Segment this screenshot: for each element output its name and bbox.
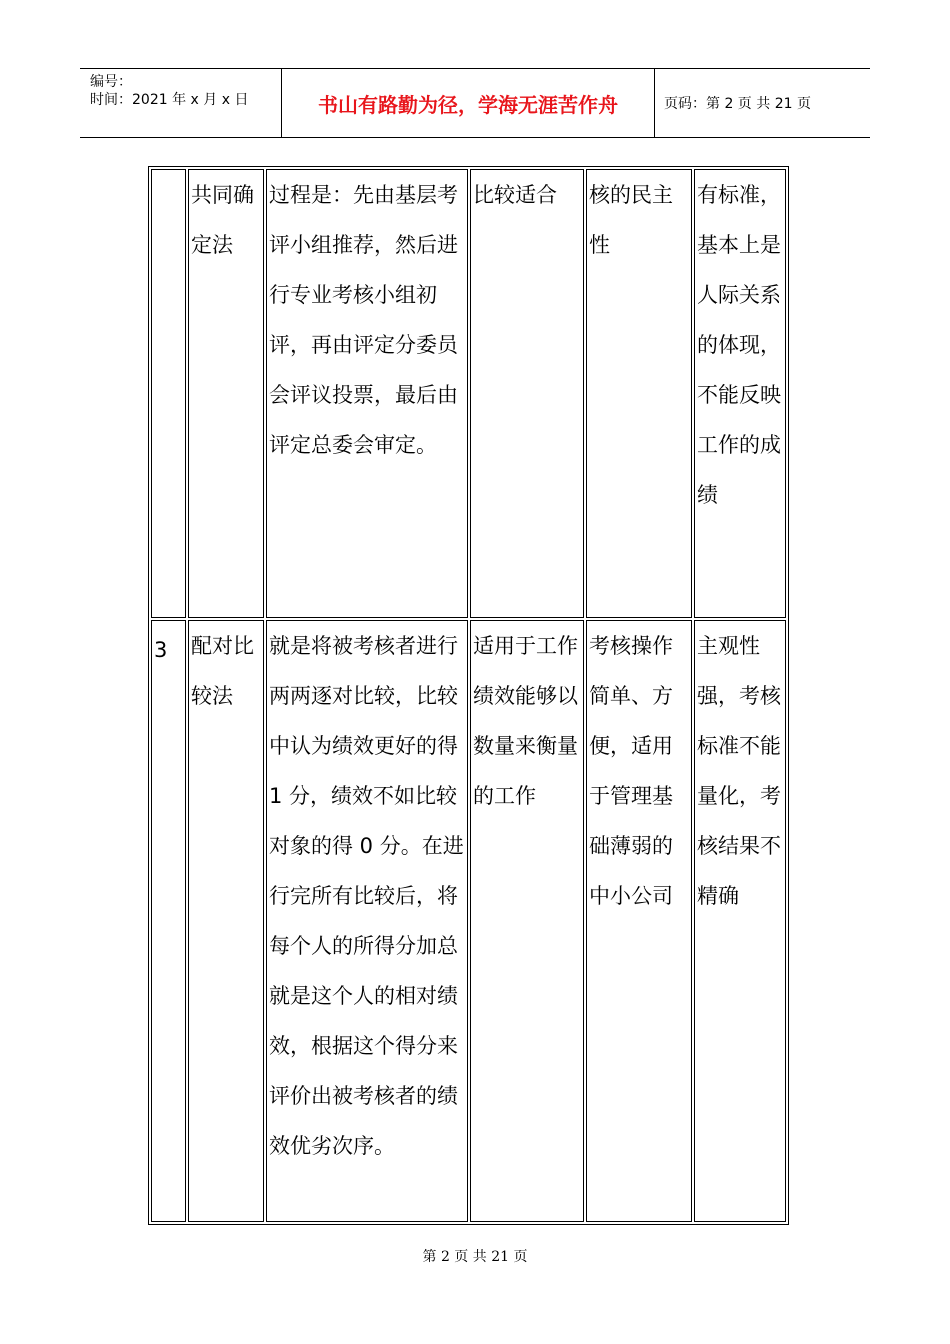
process-cell: 就是将被考核者进行两两逐对比较，比较中认为绩效更好的得 1 分，绩效不如比较对象的得 0 分。在进行完所有比较后，将每个人的所得分加总就是这个人的相对绩效，根据这个得分来评价出被考核者的绩效优劣次序。 (266, 620, 468, 1222)
method-name-cell: 配对比较法 (188, 620, 264, 1222)
header-divider (654, 69, 655, 137)
document-date-label: 时间：2021 年 x 月 x 日 (90, 92, 249, 108)
disadvantage-cell: 有标准，基本上是人际关系的体现，不能反映工作的成绩 (694, 169, 786, 618)
table-row (151, 620, 786, 1222)
scope-cell: 适用于工作绩效能够以数量来衡量的工作 (470, 620, 584, 1222)
page-footer: 第 2 页 共 21 页 (422, 1249, 528, 1265)
advantage-cell: 核的民主性 (586, 169, 692, 618)
row-number-cell: 3 (151, 620, 186, 1222)
process-cell: 过程是：先由基层考评小组推荐，然后进行专业考核小组初评，再由评定分委员会评议投票，最后由评定总委会审定。 (266, 169, 468, 618)
header-motto: 书山有路勤为径，学海无涯苦作舟 (318, 93, 618, 117)
method-name-cell: 共同确定法 (188, 169, 264, 618)
scope-cell: 比较适合 (470, 169, 584, 618)
disadvantage-cell: 主观性强，考核标准不能量化，考核结果不精确 (694, 620, 786, 1222)
table-row (151, 169, 786, 618)
row-number-cell (151, 169, 186, 618)
page-header (80, 68, 870, 138)
document-number-label: 编号： (90, 74, 132, 90)
advantage-cell: 考核操作简单、方便，适用于管理基础薄弱的中小公司 (586, 620, 692, 1222)
header-page-info: 页码：第 2 页 共 21 页 (664, 96, 811, 112)
methods-table (148, 166, 789, 1225)
